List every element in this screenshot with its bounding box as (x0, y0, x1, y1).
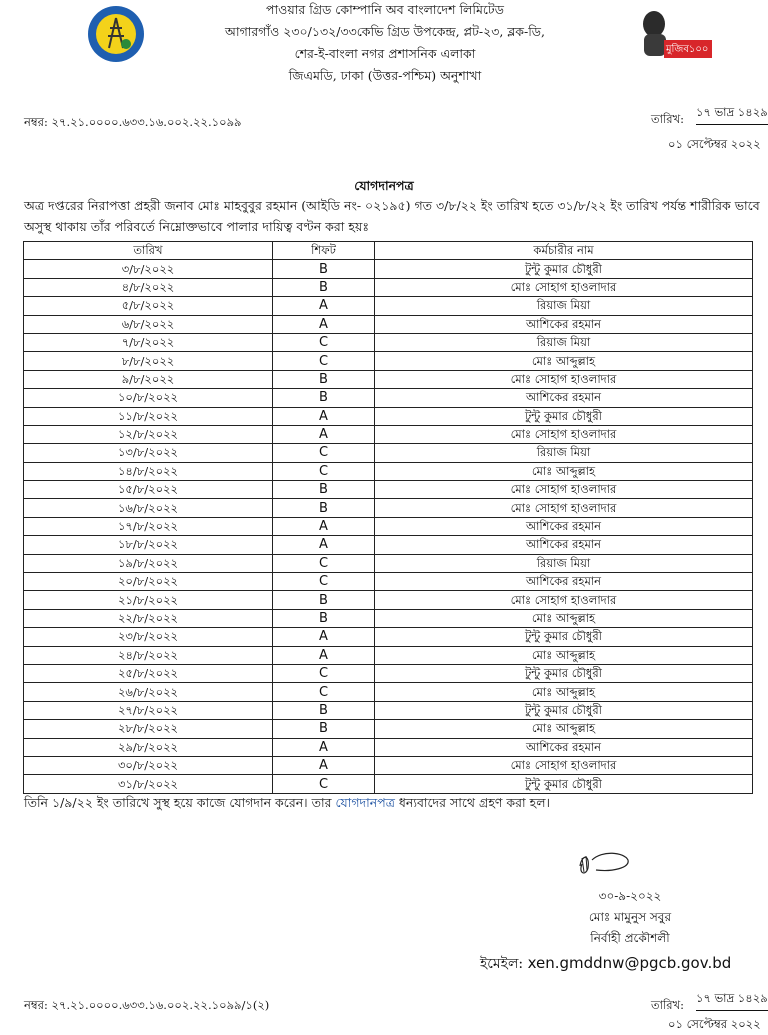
row-date: ২৭/৮/২০২২ (24, 701, 273, 719)
row-employee-name: মোঃ সোহাগ হাওলাদার (375, 499, 753, 517)
row-employee-name: মোঃ সোহাগ হাওলাদার (375, 481, 753, 499)
row-date: ২৮/৮/২০২২ (24, 720, 273, 738)
memo-number: নম্বর: ২৭.২১.০০০০.৬৩৩.১৬.০০২.২২.১০৯৯ (24, 115, 242, 129)
handwritten-signature (572, 846, 636, 882)
table-row (24, 481, 753, 499)
row-shift: A (273, 756, 375, 774)
mujib100-logo-text: মুজিব১০০ (666, 44, 709, 55)
table-row (24, 646, 753, 664)
row-employee-name: মোঃ আব্দুল্লাহ (375, 609, 753, 627)
row-employee-name: আশিকের রহমান (375, 573, 753, 591)
table-row (24, 738, 753, 756)
row-employee-name: রিয়াজ মিয়া (375, 297, 753, 315)
date-english-copy: ০১ সেপ্টেম্বর ২০২২ (668, 1017, 761, 1031)
row-shift: B (273, 370, 375, 388)
row-shift: A (273, 646, 375, 664)
mujib100-logo (634, 6, 716, 64)
row-employee-name: টুন্টু কুমার চৌধুরী (375, 664, 753, 682)
table-row (24, 315, 753, 333)
pgcb-logo (86, 4, 146, 64)
row-shift: B (273, 701, 375, 719)
row-date: ২৩/৮/২০২২ (24, 628, 273, 646)
table-row (24, 407, 753, 425)
row-date: ১৮/৮/২০২২ (24, 536, 273, 554)
row-employee-name: রিয়াজ মিয়া (375, 333, 753, 351)
row-date: ২৯/৮/২০২২ (24, 738, 273, 756)
table-row (24, 628, 753, 646)
row-employee-name: আশিকের রহমান (375, 738, 753, 756)
row-shift: B (273, 609, 375, 627)
signatory-name: মোঃ মামুনুস সবুর (588, 910, 672, 924)
row-shift: A (273, 425, 375, 443)
row-shift: A (273, 628, 375, 646)
row-employee-name: মোঃ আব্দুল্লাহ (375, 646, 753, 664)
row-shift: B (273, 278, 375, 296)
signatory-designation: নির্বাহী প্রকৌশলী (590, 931, 670, 945)
row-date: ২০/৮/২০২২ (24, 573, 273, 591)
row-shift: C (273, 352, 375, 370)
row-shift: B (273, 481, 375, 499)
table-header-row (24, 242, 753, 260)
table-row (24, 499, 753, 517)
address-line-1: আগারগাঁও ২৩০/১৩২/৩৩কেভি গ্রিড উপকেন্দ্র, প্লট-২৩, ব্লক-ডি, (225, 24, 545, 39)
row-date: ১৩/৮/২০২২ (24, 444, 273, 462)
row-date: ১৭/৮/২০২২ (24, 517, 273, 535)
row-employee-name: আশিকের রহমান (375, 536, 753, 554)
row-date: ৩০/৮/২০২২ (24, 756, 273, 774)
date-english: ০১ সেপ্টেম্বর ২০২২ (668, 137, 761, 151)
row-employee-name: মোঃ আব্দুল্লাহ (375, 683, 753, 701)
row-shift: C (273, 573, 375, 591)
closing-text-after: ধন্যবাদের সাথে গ্রহণ করা হল। (394, 795, 550, 810)
table-row (24, 775, 753, 793)
row-date: ৬/৮/২০২২ (24, 315, 273, 333)
row-shift: C (273, 462, 375, 480)
date-label-copy: তারিখ: (651, 998, 685, 1012)
header-date: তারিখ (24, 242, 273, 260)
email-line (480, 952, 731, 976)
row-date: ১২/৮/২০২২ (24, 425, 273, 443)
row-employee-name: টুন্টু কুমার চৌধুরী (375, 628, 753, 646)
address-line-2: শের-ই-বাংলা নগর প্রশাসনিক এলাকা (294, 46, 476, 61)
table-row (24, 683, 753, 701)
row-date: ১৫/৮/২০২২ (24, 481, 273, 499)
row-shift: A (273, 738, 375, 756)
row-shift: B (273, 591, 375, 609)
row-date: ১৯/৮/২০২২ (24, 554, 273, 572)
signature-date: ৩০-৯-২০২২ (598, 889, 662, 903)
table-row (24, 756, 753, 774)
row-employee-name: মোঃ সোহাগ হাওলাদার (375, 756, 753, 774)
row-date: ৪/৮/২০২২ (24, 278, 273, 296)
row-date: ৮/৮/২০২২ (24, 352, 273, 370)
date-bangla-copy: ১৭ ভাদ্র ১৪২৯ (696, 990, 768, 1011)
intro-paragraph: অত্র দপ্তরের নিরাপত্তা প্রহরী জনাব মোঃ মাহবুবুর রহমান (আইডি নং- ০২১৯৫) গত ৩/৮/২২ ইং তারিখ হতে ৩১/৮/২২ ইং তারিখ পর্যন্ত শারীরিক ভাবে অসুস্থ থাকায় তাঁর পরিবর্তে নিম্নোক্তভাবে পালার দায়িত্ব বণ্টন করা হয়ঃ (24, 198, 760, 234)
row-employee-name: টুন্টু কুমার চৌধুরী (375, 407, 753, 425)
row-shift: C (273, 775, 375, 793)
row-shift: B (273, 499, 375, 517)
row-employee-name: আশিকের রহমান (375, 517, 753, 535)
document-title: যোগদানপত্র (354, 178, 414, 193)
table-row (24, 462, 753, 480)
table-row (24, 720, 753, 738)
row-employee-name: মোঃ আব্দুল্লাহ (375, 720, 753, 738)
row-employee-name: টুন্টু কুমার চৌধুরী (375, 701, 753, 719)
row-date: ১৬/৮/২০২২ (24, 499, 273, 517)
table-row (24, 609, 753, 627)
table-row (24, 664, 753, 682)
row-date: ১৪/৮/২০২২ (24, 462, 273, 480)
row-shift: C (273, 333, 375, 351)
header-shift: শিফট (273, 242, 375, 260)
row-date: ৯/৮/২০২২ (24, 370, 273, 388)
closing-line (24, 795, 550, 815)
header-employee-name: কর্মচারীর নাম (375, 242, 753, 260)
table-row (24, 352, 753, 370)
row-shift: C (273, 444, 375, 462)
row-date: ২১/৮/২০২২ (24, 591, 273, 609)
row-shift: A (273, 517, 375, 535)
memo-number-copy: নম্বর: ২৭.২১.০০০০.৬৩৩.১৬.০০২.২২.১০৯৯/১(২) (24, 998, 270, 1012)
row-date: ২৬/৮/২০২২ (24, 683, 273, 701)
table-row (24, 389, 753, 407)
table-row (24, 444, 753, 462)
table-row (24, 591, 753, 609)
table-row (24, 278, 753, 296)
email-label: ইমেইল: (480, 956, 524, 972)
table-row (24, 554, 753, 572)
row-shift: C (273, 554, 375, 572)
row-employee-name: আশিকের রহমান (375, 315, 753, 333)
closing-text-before: তিনি ১/৯/২২ ইং তারিখে সুস্থ হয়ে কাজে যোগদান করেন। তার (24, 795, 336, 810)
table-row (24, 333, 753, 351)
table-row (24, 297, 753, 315)
row-date: ২৪/৮/২০২২ (24, 646, 273, 664)
row-shift: B (273, 389, 375, 407)
table-row (24, 536, 753, 554)
row-shift: A (273, 297, 375, 315)
email-address[interactable]: xen.gmddnw@pgcb.gov.bd (527, 954, 732, 972)
table-row (24, 701, 753, 719)
row-date: ৩১/৮/২০২২ (24, 775, 273, 793)
row-employee-name: মোঃ সোহাগ হাওলাদার (375, 370, 753, 388)
date-bangla: ১৭ ভাদ্র ১৪২৯ (696, 104, 768, 125)
row-shift: B (273, 260, 375, 278)
row-date: ৭/৮/২০২২ (24, 333, 273, 351)
row-shift: C (273, 683, 375, 701)
row-employee-name: রিয়াজ মিয়া (375, 444, 753, 462)
table-row (24, 370, 753, 388)
row-shift: B (273, 720, 375, 738)
table-row (24, 425, 753, 443)
table-row (24, 260, 753, 278)
row-shift: C (273, 664, 375, 682)
table-row (24, 573, 753, 591)
row-employee-name: আশিকের রহমান (375, 389, 753, 407)
table-row (24, 517, 753, 535)
row-employee-name: মোঃ আব্দুল্লাহ (375, 462, 753, 480)
row-date: ৩/৮/২০২২ (24, 260, 273, 278)
row-employee-name: রিয়াজ মিয়া (375, 554, 753, 572)
row-date: ১১/৮/২০২২ (24, 407, 273, 425)
row-employee-name: টুন্টু কুমার চৌধুরী (375, 775, 753, 793)
row-shift: A (273, 536, 375, 554)
company-name: পাওয়ার গ্রিড কোম্পানি অব বাংলাদেশ লিমিটেড (266, 2, 504, 17)
row-employee-name: মোঃ সোহাগ হাওলাদার (375, 278, 753, 296)
row-employee-name: মোঃ সোহাগ হাওলাদার (375, 591, 753, 609)
row-date: ৫/৮/২০২২ (24, 297, 273, 315)
shift-table (23, 241, 753, 794)
row-date: ২২/৮/২০২২ (24, 609, 273, 627)
date-label: তারিখ: (651, 112, 685, 126)
joining-letter-link[interactable]: যোগদানপত্র (335, 795, 395, 810)
row-employee-name: মোঃ আব্দুল্লাহ (375, 352, 753, 370)
row-date: ২৫/৮/২০২২ (24, 664, 273, 682)
office-name: জিএমডি, ঢাকা (উত্তর-পশ্চিম) অনুশাখা (288, 68, 482, 83)
row-date: ১০/৮/২০২২ (24, 389, 273, 407)
row-shift: A (273, 315, 375, 333)
row-employee-name: মোঃ সোহাগ হাওলাদার (375, 425, 753, 443)
row-employee-name: টুন্টু কুমার চৌধুরী (375, 260, 753, 278)
row-shift: A (273, 407, 375, 425)
